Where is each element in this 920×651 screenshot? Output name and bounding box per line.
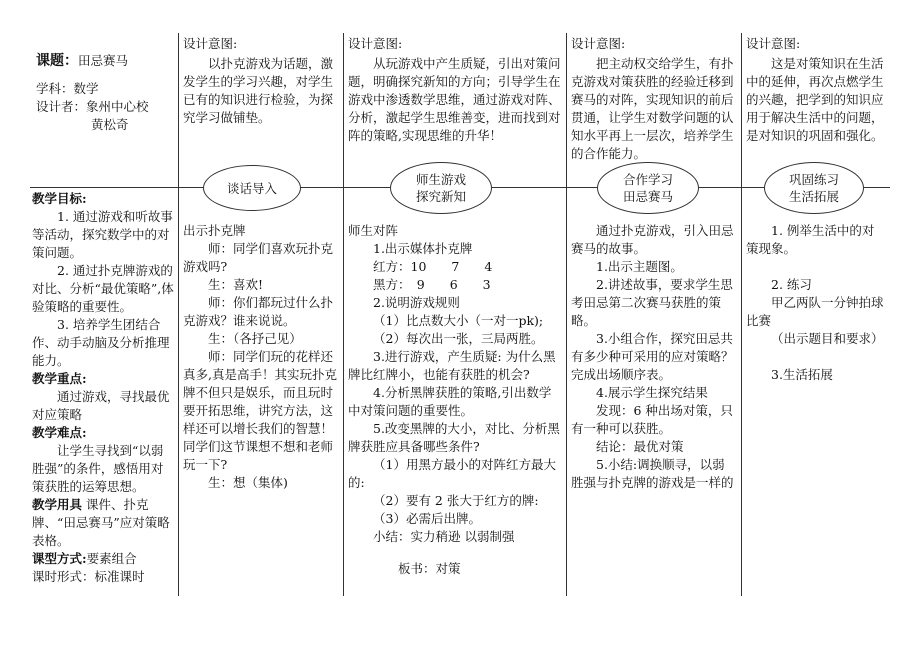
design-note-body: 以扑克游戏为话题，激发学生的学习兴趣，对学生已有的知识进行检验，为探究学习做铺垫。 [183, 56, 334, 125]
col3-line: （1）比点数大小（一对一pk); [373, 313, 544, 328]
col2-line: 出示扑克牌 [183, 223, 246, 238]
col3-line: 4.分析黑牌获胜的策略,引出数学中对策问题的重要性。 [348, 385, 552, 418]
tools-heading: 教学用具 [32, 497, 83, 512]
col5-line: 1. 例举生活中的对策现象。 [746, 223, 875, 256]
design-note-body: 从玩游戏中产生质疑，引出对策问题，明确探究新知的方向；引导学生在游戏中渗透数学思维，通过游戏对阵、分析，激起学生思维善变，进而找到对阵的策略,实现思维的升华！ [348, 56, 561, 143]
tools-body: 课件、扑克牌、“田忌赛马”应对策略表格。 [32, 497, 170, 548]
design-note-3 [571, 35, 737, 163]
column-divider-2 [343, 33, 344, 596]
col2-line: 生：想（集体) [208, 475, 288, 490]
col5-line: 甲乙两队一分钟拍球比赛 [746, 295, 884, 328]
black-cards: 黑方： 9 6 3 [373, 277, 491, 292]
stage-oval-cooperation [597, 162, 699, 214]
title-label: 课题： [36, 53, 78, 69]
design-note-1 [183, 35, 339, 127]
lesson-info [36, 52, 174, 134]
col2-line: 生：喜欢! [208, 277, 264, 292]
designer-label: 设计者： [36, 99, 87, 114]
col5-line: （出示题目和要求） [771, 331, 884, 346]
col2-line: 师：同学们玩的花样还真多,真是高手！其实玩扑克牌不但只是娱乐，而且玩时要开拓思维，讲究方法，这样还可以增长我们的智慧！同学们这节课想不想和老师玩一下? [183, 349, 337, 472]
difficulty-heading: 教学难点: [32, 425, 87, 440]
col3-line: （2）要有 2 张大于红方的牌: [373, 493, 539, 508]
cooperation-column [571, 222, 737, 492]
col3-line: （3）必需后出牌。 [373, 511, 481, 526]
key-heading: 教学重点: [32, 371, 87, 386]
stage-label: 巩固练习 [788, 172, 839, 187]
objectives-column [32, 190, 174, 586]
red-cards: 红方：10 7 4 [373, 259, 493, 274]
stage-oval-game [390, 162, 492, 214]
col4-line: 2.讲述故事，要求学生思考田忌第二次赛马获胜的策略。 [571, 277, 733, 328]
design-note-head: 设计意图: [571, 36, 626, 51]
design-note-4 [746, 35, 886, 145]
stage-label: 合作学习 [622, 172, 673, 187]
goal-2: 2. 通过扑克牌游戏的对比、分析“最优策略”,体验策略的重要性。 [32, 263, 174, 314]
stage-label-2: 田忌赛马 [622, 189, 673, 204]
practice-column [746, 222, 886, 384]
col4-line: 发现：6 种出场对策，只有一种可以获胜。 [571, 403, 733, 436]
difficulty-body: 让学生寻找到“以弱胜强”的条件，感悟用对策获胜的运筹思想。 [32, 443, 164, 494]
col4-line: 3.小组合作，探究田忌共有多少种可采用的应对策略？完成出场顺序表。 [571, 331, 734, 382]
design-note-head: 设计意图: [746, 36, 801, 51]
stage-label: 谈话导入 [226, 180, 277, 196]
board-writing: 板书：对策 [398, 561, 461, 576]
col3-line: 5.改变黑牌的大小，对比、分析黑牌获胜应具备哪些条件? [348, 421, 560, 454]
stage-label: 师生游戏 [415, 172, 466, 187]
designer-name: 黄松奇 [91, 117, 129, 132]
design-note-body: 把主动权交给学生，有扑克游戏对策获胜的经验迁移到赛马的对阵，实现知识的前后贯通，让学生对数学问题的认知水平再上一层次，培养学生的合作能力。 [571, 56, 734, 161]
col2-line: 师：你们都玩过什么扑克游戏？谁来说说。 [183, 295, 334, 328]
col4-line: 5.小结:调换顺寻，以弱胜强与扑克牌的游戏是一样的 [571, 457, 734, 490]
design-note-head: 设计意图: [183, 36, 238, 51]
stage-label-2: 生活拓展 [788, 189, 839, 204]
key-body: 通过游戏，寻找最优对应策略 [32, 389, 170, 422]
design-note-head: 设计意图: [348, 36, 403, 51]
type-body: 要素组合 [86, 551, 137, 566]
goal-heading: 教学目标: [32, 191, 87, 206]
col3-line: 3.进行游戏，产生质疑: 为什么黑牌比红牌小，也能有获胜的机会? [348, 349, 556, 382]
col4-line: 通过扑克游戏，引入田忌赛马的故事。 [571, 223, 734, 256]
goal-3: 3. 培养学生团结合作、动手动脑及分析推理能力。 [32, 317, 170, 368]
col2-line: 师：同学们喜欢玩扑克游戏吗? [183, 241, 334, 274]
designer-school: 象州中心校 [86, 99, 149, 114]
design-note-2 [348, 35, 562, 145]
subject: 学科：数学 [36, 81, 99, 96]
intro-column [183, 222, 339, 492]
col4-line: 1.出示主题图。 [596, 259, 683, 274]
col3-line: （2）每次出一张，三局两胜。 [373, 331, 544, 346]
col3-line: （1）用黑方最小的对阵红方最大的: [348, 457, 556, 490]
col3-line: 2.说明游戏规则 [373, 295, 460, 310]
column-divider-3 [566, 33, 567, 596]
goal-1: 1. 通过游戏和听故事等活动，探究数学中的对策问题。 [32, 209, 173, 260]
col5-line: 3.生活拓展 [771, 367, 833, 382]
title-value: 田忌赛马 [78, 53, 129, 68]
col4-line: 4.展示学生探究结果 [596, 385, 708, 400]
col3-line: 1.出示媒体扑克牌 [373, 241, 473, 256]
game-column [348, 222, 562, 578]
lesson-form: 课时形式：标准课时 [32, 569, 145, 584]
col2-line: 生：（各抒己见） [208, 331, 302, 346]
column-divider-1 [178, 33, 179, 596]
col3-line: 师生对阵 [348, 223, 399, 238]
column-divider-4 [741, 33, 742, 596]
stage-oval-practice [764, 162, 864, 214]
col3-line: 小结：实力稍逊 以弱制强 [373, 529, 515, 544]
stage-label-2: 探究新知 [415, 189, 466, 204]
stage-oval-intro [203, 165, 301, 211]
design-note-body: 这是对策知识在生活中的延伸，再次点燃学生的兴趣，把学到的知识应用于解决生活中的问题，是对知识的巩固和强化。 [746, 56, 884, 143]
col4-line: 结论：最优对策 [596, 439, 684, 454]
type-heading: 课型方式: [32, 551, 87, 566]
col5-line: 2. 练习 [771, 277, 812, 292]
